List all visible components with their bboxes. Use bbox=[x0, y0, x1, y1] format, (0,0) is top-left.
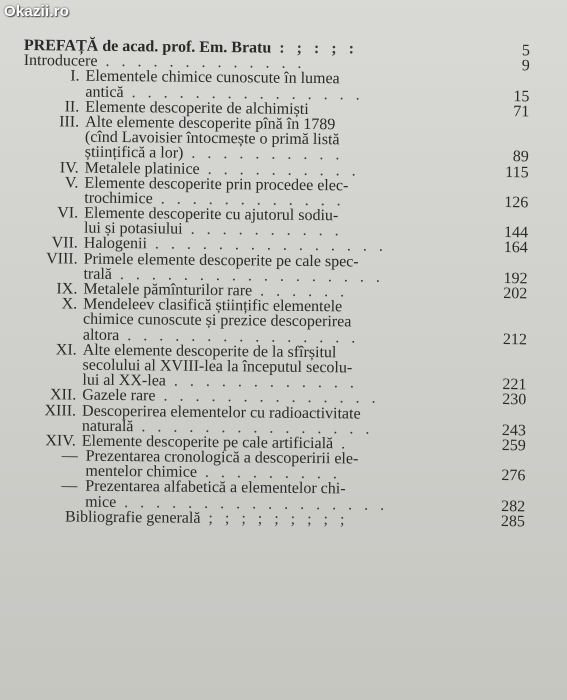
toc-entry-title: Prezentarea alfabetică a elementelor chi- bbox=[85, 478, 346, 498]
toc-entry-title: chimice cunoscute și prezice descoperirea bbox=[82, 311, 352, 331]
toc-page-number: 221 bbox=[502, 376, 527, 394]
toc-leader-dots: . . . . . . . . . . bbox=[182, 220, 343, 240]
toc-leader-dots: . . . . . . . . . . . . . . . . . bbox=[116, 493, 389, 514]
toc-entry-number: VII. bbox=[51, 234, 78, 253]
toc-entry-number: II. bbox=[64, 98, 80, 116]
toc-leader-dots: . . . . . . . . . . . . . . . . . bbox=[111, 265, 385, 286]
toc-page-number: 89 bbox=[512, 148, 529, 166]
toc-entry-number: XII. bbox=[49, 386, 77, 404]
toc-entry-title: Primele elemente descoperite pe cale spec- bbox=[83, 250, 359, 271]
toc-page-number: 15 bbox=[513, 87, 530, 105]
toc-entry-title: Metalele platinice bbox=[84, 159, 200, 178]
table-of-contents bbox=[19, 38, 530, 529]
toc-entry-number: XI. bbox=[55, 341, 77, 359]
toc-entry-title: Elemente descoperite de alchimiști bbox=[85, 98, 309, 118]
toc-leader-dots: . . . . . . . . . . . . . . . bbox=[123, 83, 364, 104]
toc-entry-title: trală bbox=[83, 265, 113, 283]
toc-page-number: 202 bbox=[503, 285, 528, 303]
toc-leader-dots: : ; : ; : bbox=[271, 39, 359, 58]
toc-entry-title: Alte elemente descoperite pînă în 1789 bbox=[85, 113, 336, 134]
toc-entry-title: PREFAȚĂ de acad. prof. Em. Bratu bbox=[23, 37, 272, 57]
toc-page-number: 212 bbox=[502, 330, 527, 348]
toc-entry-title: mice bbox=[85, 493, 117, 511]
toc-entry-number: V. bbox=[64, 174, 79, 192]
toc-leader-dots: . bbox=[333, 435, 350, 453]
toc-leader-dots: . . . . . . . . . . . . . . . bbox=[146, 235, 388, 256]
toc-leader-dots: . . . . . . . . . . . . . . bbox=[155, 387, 380, 408]
toc-entry-title: lui și potasiului bbox=[83, 219, 183, 238]
toc-entry-number: III. bbox=[59, 113, 80, 131]
toc-entry-number: IV. bbox=[59, 158, 79, 177]
toc-page-number: 276 bbox=[501, 467, 526, 485]
toc-leader-dots: . . . . . . . . . . . . . . . bbox=[119, 326, 360, 347]
toc-page-number: 144 bbox=[503, 224, 529, 242]
toc-entry-title: Metalele pămînturilor rare bbox=[83, 280, 253, 300]
toc-entry-title: lui al XX-lea bbox=[82, 371, 167, 390]
toc-entry-title: mentelor chimice bbox=[85, 462, 198, 482]
toc-page-number: 282 bbox=[501, 497, 526, 515]
toc-entry-title: Halogenii bbox=[83, 235, 148, 253]
toc-entry-title: Elemente descoperite cu ajutorul sodiu- bbox=[84, 204, 339, 225]
toc-leader-dots: . . . . . . . . . . bbox=[199, 160, 360, 180]
toc-entry-title: altora bbox=[82, 326, 120, 344]
toc-page-number: 192 bbox=[503, 269, 528, 288]
toc-entry-number: — bbox=[61, 447, 78, 465]
toc-leader-dots: . . . . . . . . . . . . bbox=[152, 190, 345, 210]
toc-entry-title: trochimice bbox=[84, 189, 153, 208]
toc-page-number: 115 bbox=[505, 163, 529, 181]
toc-entry-number: X. bbox=[61, 295, 78, 313]
toc-page-number: 126 bbox=[504, 193, 529, 212]
toc-page-number: 243 bbox=[501, 421, 527, 439]
toc-leader-dots: . . . . . . . . . . . . . bbox=[97, 52, 306, 73]
toc-entry-title: Prezentarea cronologică a descoperirii ele- bbox=[85, 447, 359, 468]
toc-entry-number: XIII. bbox=[44, 401, 77, 420]
toc-leader-dots: ; ; ; ; ; ; ; ; ; bbox=[200, 509, 349, 529]
toc-entry-title: Descoperirea elementelor cu radioactivitate bbox=[82, 402, 361, 423]
toc-entry-number: XIV. bbox=[45, 432, 76, 450]
toc-leader-dots: . . . . . . . . . . . . bbox=[165, 372, 359, 392]
watermark-logo: Okazii.ro bbox=[4, 3, 70, 20]
toc-entry-title: Gazele rare bbox=[82, 386, 156, 405]
toc-page-number: 285 bbox=[500, 512, 526, 531]
toc-entry-number: — bbox=[61, 477, 78, 496]
toc-entry-number: VI. bbox=[57, 204, 79, 222]
toc-leader-dots: . . . . . . . . . bbox=[196, 464, 342, 483]
toc-page-number: 9 bbox=[521, 57, 530, 75]
toc-entry-number: VIII. bbox=[46, 249, 78, 268]
toc-entry-title: Introducere bbox=[23, 52, 98, 70]
toc-page-number: 259 bbox=[501, 436, 526, 455]
toc-entry-title: Elemente descoperite pe cale artificială bbox=[81, 432, 334, 453]
toc-page-number: 164 bbox=[503, 239, 528, 257]
toc-entry-number: IX. bbox=[56, 280, 78, 298]
toc-entry-title: Elementele chimice cunoscute în lumea bbox=[85, 68, 340, 88]
toc-entry-number: I. bbox=[70, 67, 80, 85]
toc-entry-title: antică bbox=[85, 83, 124, 101]
toc-entry-title: Mendeleev clasifică științific elementele bbox=[83, 295, 343, 316]
toc-entry-title: secolului al XVIII-lea la începutul secolu- bbox=[82, 356, 353, 377]
toc-entry-title: (cînd Lavoisier întocmește o primă listă bbox=[84, 128, 340, 149]
toc-entry-title: Bibliografie generală bbox=[64, 508, 201, 527]
toc-leader-dots: . . . . . . bbox=[252, 282, 349, 301]
toc-leader-dots: . . . . . . . . . . bbox=[183, 144, 344, 164]
toc-leader-dots: . . . . . . . . . . . . . . . bbox=[133, 417, 374, 438]
toc-page-number: 230 bbox=[502, 391, 527, 409]
toc-entry-title: Elemente descoperite prin procedee elec- bbox=[84, 174, 349, 195]
toc-entry-title: naturală bbox=[81, 417, 134, 435]
toc-entry-title: științifică a lor) bbox=[84, 143, 184, 162]
toc-entry-title: Alte elemente descoperite de la sfîrșitul bbox=[82, 341, 337, 362]
toc-page-number: 5 bbox=[521, 42, 530, 60]
toc-page-number: 71 bbox=[513, 102, 530, 121]
